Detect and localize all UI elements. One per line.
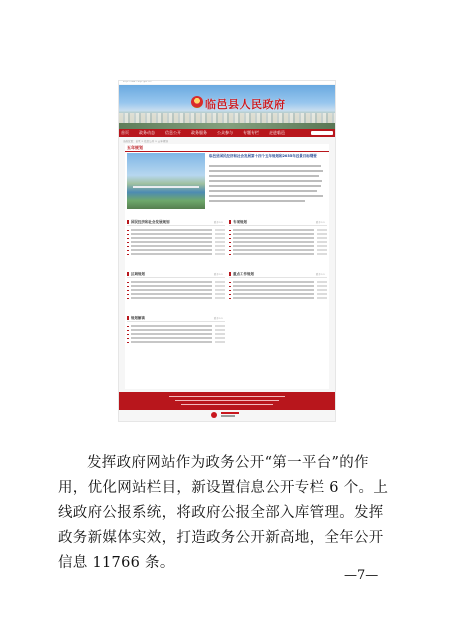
search-input[interactable] — [311, 131, 333, 135]
footer-badges — [207, 411, 247, 419]
panel-key-work-plan — [229, 272, 327, 308]
panel-economic-plan — [127, 220, 225, 266]
panel-title: 国民经济和社会发展规划 — [131, 220, 170, 224]
site-url: http://www.linyi.gov.cn/ — [123, 81, 152, 83]
nav-item-home[interactable]: 首页 — [121, 130, 129, 135]
list-item[interactable] — [127, 252, 225, 256]
section-rule — [125, 151, 329, 152]
badge-caption — [221, 415, 235, 417]
feature-image[interactable] — [127, 153, 205, 209]
list-item[interactable] — [229, 296, 327, 300]
site-title: 临邑县人民政府 — [205, 98, 286, 111]
site-nav — [119, 129, 336, 137]
body-paragraph: 发挥政府网站作为政务公开“第一平台”的作用，优化网站栏目，新设置信息公开专栏 6 个。上线政府公报系统，将政府公报全部入库管理。发挥政务新媒体实效，打造政务公开新高地，全年公开信息 11766 条。 — [58, 454, 389, 571]
panel-title: 区域规划 — [131, 272, 145, 276]
more-link[interactable]: 更多>> — [315, 221, 325, 224]
more-link[interactable]: 更多>> — [213, 317, 223, 320]
nav-item-topics[interactable]: 专题专栏 — [243, 130, 259, 135]
breadcrumb: 当前位置：首页 > 信息公开 > 五年规划 — [123, 140, 168, 143]
feature-summary — [209, 165, 325, 205]
error-report-badge[interactable] — [221, 412, 239, 414]
panel-regional-plan — [127, 272, 225, 308]
panel-title: 重点工作规划 — [233, 272, 254, 276]
panel-special-plan — [229, 220, 327, 266]
list-item[interactable] — [127, 296, 225, 300]
website-screenshot — [118, 80, 336, 422]
panel-plan-interpretation — [127, 316, 225, 348]
more-link[interactable]: 更多>> — [213, 273, 223, 276]
nav-item-disclosure[interactable]: 信息公开 — [165, 130, 181, 135]
more-link[interactable]: 更多>> — [213, 221, 223, 224]
government-badge-icon[interactable] — [211, 412, 217, 418]
site-banner — [119, 85, 335, 129]
city-skyline-image — [119, 113, 335, 123]
content-area — [125, 144, 329, 389]
panel-title: 规划解读 — [131, 316, 145, 320]
national-emblem-icon — [191, 96, 203, 108]
section-title: 五年规划 — [127, 145, 143, 150]
list-item[interactable] — [127, 340, 225, 344]
nav-item-news[interactable]: 政务动态 — [139, 130, 155, 135]
nav-item-services[interactable]: 政务服务 — [191, 130, 207, 135]
panel-title: 专项规划 — [233, 220, 247, 224]
nav-item-participation[interactable]: 公众参与 — [217, 130, 233, 135]
page-number: —7— — [344, 568, 379, 583]
list-item[interactable] — [229, 252, 327, 256]
bridge-image — [133, 186, 199, 188]
nav-item-about[interactable]: 走进临邑 — [269, 130, 285, 135]
more-link[interactable]: 更多>> — [315, 273, 325, 276]
feature-title[interactable]: 临邑县国民经济和社会发展第十四个五年规划和2035年远景目标纲要 — [209, 154, 317, 158]
site-footer — [119, 392, 335, 410]
